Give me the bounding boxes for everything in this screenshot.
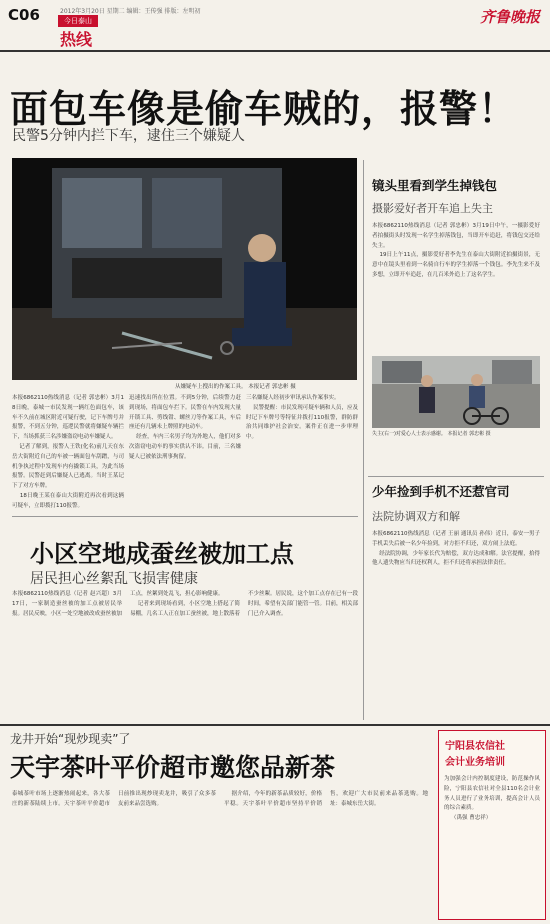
lead-body-col2: 迅速找出所在位置。不到5分钟，后续警力赶到现场，将面包车拦下。民警在车内发现大量开锁工具、剪线钳、螺丝刀等作案工具，车后座还有几辆未上牌照的电动车。 经查，车内三名男子均为外地人，他们对多次盗窃电动车的事实供认不讳。目前，三名嫌疑人已被依法刑事拘留。 [129, 395, 241, 460]
header-meta: 2012年3月20日 星期二 编辑：王传强 排版：左明初 [60, 8, 201, 15]
wallet-headline: 镜头里看到学生掉钱包 [372, 178, 498, 193]
tea-headline: 天宇茶叶平价超市邀您品新茶 [10, 753, 336, 782]
silkworm-headline: 小区空地成蚕丝被加工点 [30, 540, 294, 568]
wallet-divider [368, 476, 544, 477]
wallet-photo-caption: 失主(右一)对爱心人士表示感谢。 本报记者 郭忠彬 摄 [372, 431, 491, 437]
page-code: C06 [8, 6, 40, 24]
bottom-divider [0, 724, 550, 726]
phone-body: 本报6862110热线消息（记者 王丽 通讯员 孙伟）近日，泰安一男子手机丢失后被一名少年捡到，对方拒不归还，双方闹上法庭。 经法院协调，少年家长代为赔偿，双方达成和解。法官提醒，拾得他人遗失物应当归还权利人，拒不归还将承担法律责任。 [372, 531, 540, 567]
header-divider [0, 50, 550, 52]
phone-headline: 少年捡到手机不还惹官司 [372, 484, 510, 499]
column-tag: 今日泰山 [58, 15, 98, 27]
tea-kicker: 龙井开始“现炒现卖”了 [10, 732, 131, 746]
ad-body: 为加强会计内控制度建设，防范操作风险，宁阳县农信社对全县110名会计业务人员进行了业务培训，提高会计人员的综合素质。 （禹强 曹忠祥） [444, 776, 540, 822]
column-divider [363, 160, 364, 720]
page-header [0, 0, 550, 50]
wallet-body: 本报6862110热线消息（记者 郭忠彬）3月19日中午，一摄影爱好者拍摄街头时发现一名学生掉落钱包，当即开车追赶，将钱包交还给失主。 19日上午11点，摄影爱好者李先生在泰山大街附近拍摄街景，无意中在镜头里看到一名骑自行车的学生掉落一个钱包。李先生来不及多想，立即开车追赶，在几百米外追上了这名学生。 [372, 223, 540, 278]
lead-photo-image [12, 158, 357, 380]
silkworm-subheadline: 居民担心丝絮乱飞损害健康 [30, 571, 198, 587]
tea-body: 泰城茶叶市场上逐渐热闹起来，各大茶庄的新茶陆续上市。天宇茶叶平价超市日前推出现炒现卖龙井，吸引了众多茶友前来品尝选购。 据介绍，今年的新茶品质较好，价格平稳。天宇茶叶平价超市坚持平价销售，欢迎广大市民前来品茶选购。地址：泰城东岳大街。 [12, 791, 428, 807]
lead-photo-caption: 从嫌疑车上搜出的作案工具。 本报记者 郭忠彬 摄 [175, 384, 296, 390]
wallet-photo-image [372, 356, 540, 428]
section-title: 热线 [60, 30, 93, 49]
ad-box [438, 730, 546, 920]
lead-body-col3: 三名嫌疑人经初步审讯承认作案事实。 民警提醒：市民发现可疑车辆和人员，应及时记下车牌号等特征并拨打110报警，群防群治共同维护社会治安。案件正在进一步审理中。 [246, 395, 358, 441]
paper-logo: 齐鲁晚报 [479, 8, 540, 26]
wallet-photo [372, 356, 540, 428]
silkworm-body: 本报6862110热线消息（记者 赵兴超）3月17日，一家制造蚕丝被的加工点被居民举报。居民反映，小区一处空地被改成蚕丝被加工点，丝絮到处乱飞，担心影响健康。 记者来到现场看到，小区空地上搭起了简易棚，几名工人正在加工蚕丝被，地上散落着不少丝絮。居民说，这个加工点存在已有一段时间，希望有关部门能管一管。目前，相关部门已介入调查。 [12, 591, 358, 617]
lead-photo [12, 158, 357, 380]
lead-headline: 面包车像是偷车贼的，报警！ [10, 87, 518, 131]
ad-title-line1: 宁阳县农信社 [445, 741, 505, 752]
lead-subheadline: 民警5分钟内拦下车，逮住三个嫌疑人 [12, 128, 245, 144]
lead-body-col1: 本报6862110热线消息（记者 郭忠彬）3月18日晚，泰城一市民发现一辆红色面包车，该车不久前在城区附近可疑行驶，记下车牌号并报警，不到五分钟，巡逻民警就将嫌疑车辆拦下，当场抓获三名涉嫌盗窃电动车嫌疑人。 记者了解到，报警人王铁(化名)前几天在东岳大街附近自己的车被一辆面包车刮蹭，与司机争执过程中发现车内有撬锁工具，为此当场报警。民警赶到后嫌疑人已逃离。当时王某记下了对方车牌。 18日晚王某在泰山大街附近再次看到这辆可疑车，立即拨打110报警。 [12, 395, 124, 509]
ad-title-line2: 会计业务培训 [445, 757, 505, 768]
phone-subheadline: 法院协调双方和解 [372, 510, 460, 523]
wallet-subheadline: 摄影爱好者开车追上失主 [372, 202, 493, 215]
silkworm-divider [12, 516, 358, 517]
